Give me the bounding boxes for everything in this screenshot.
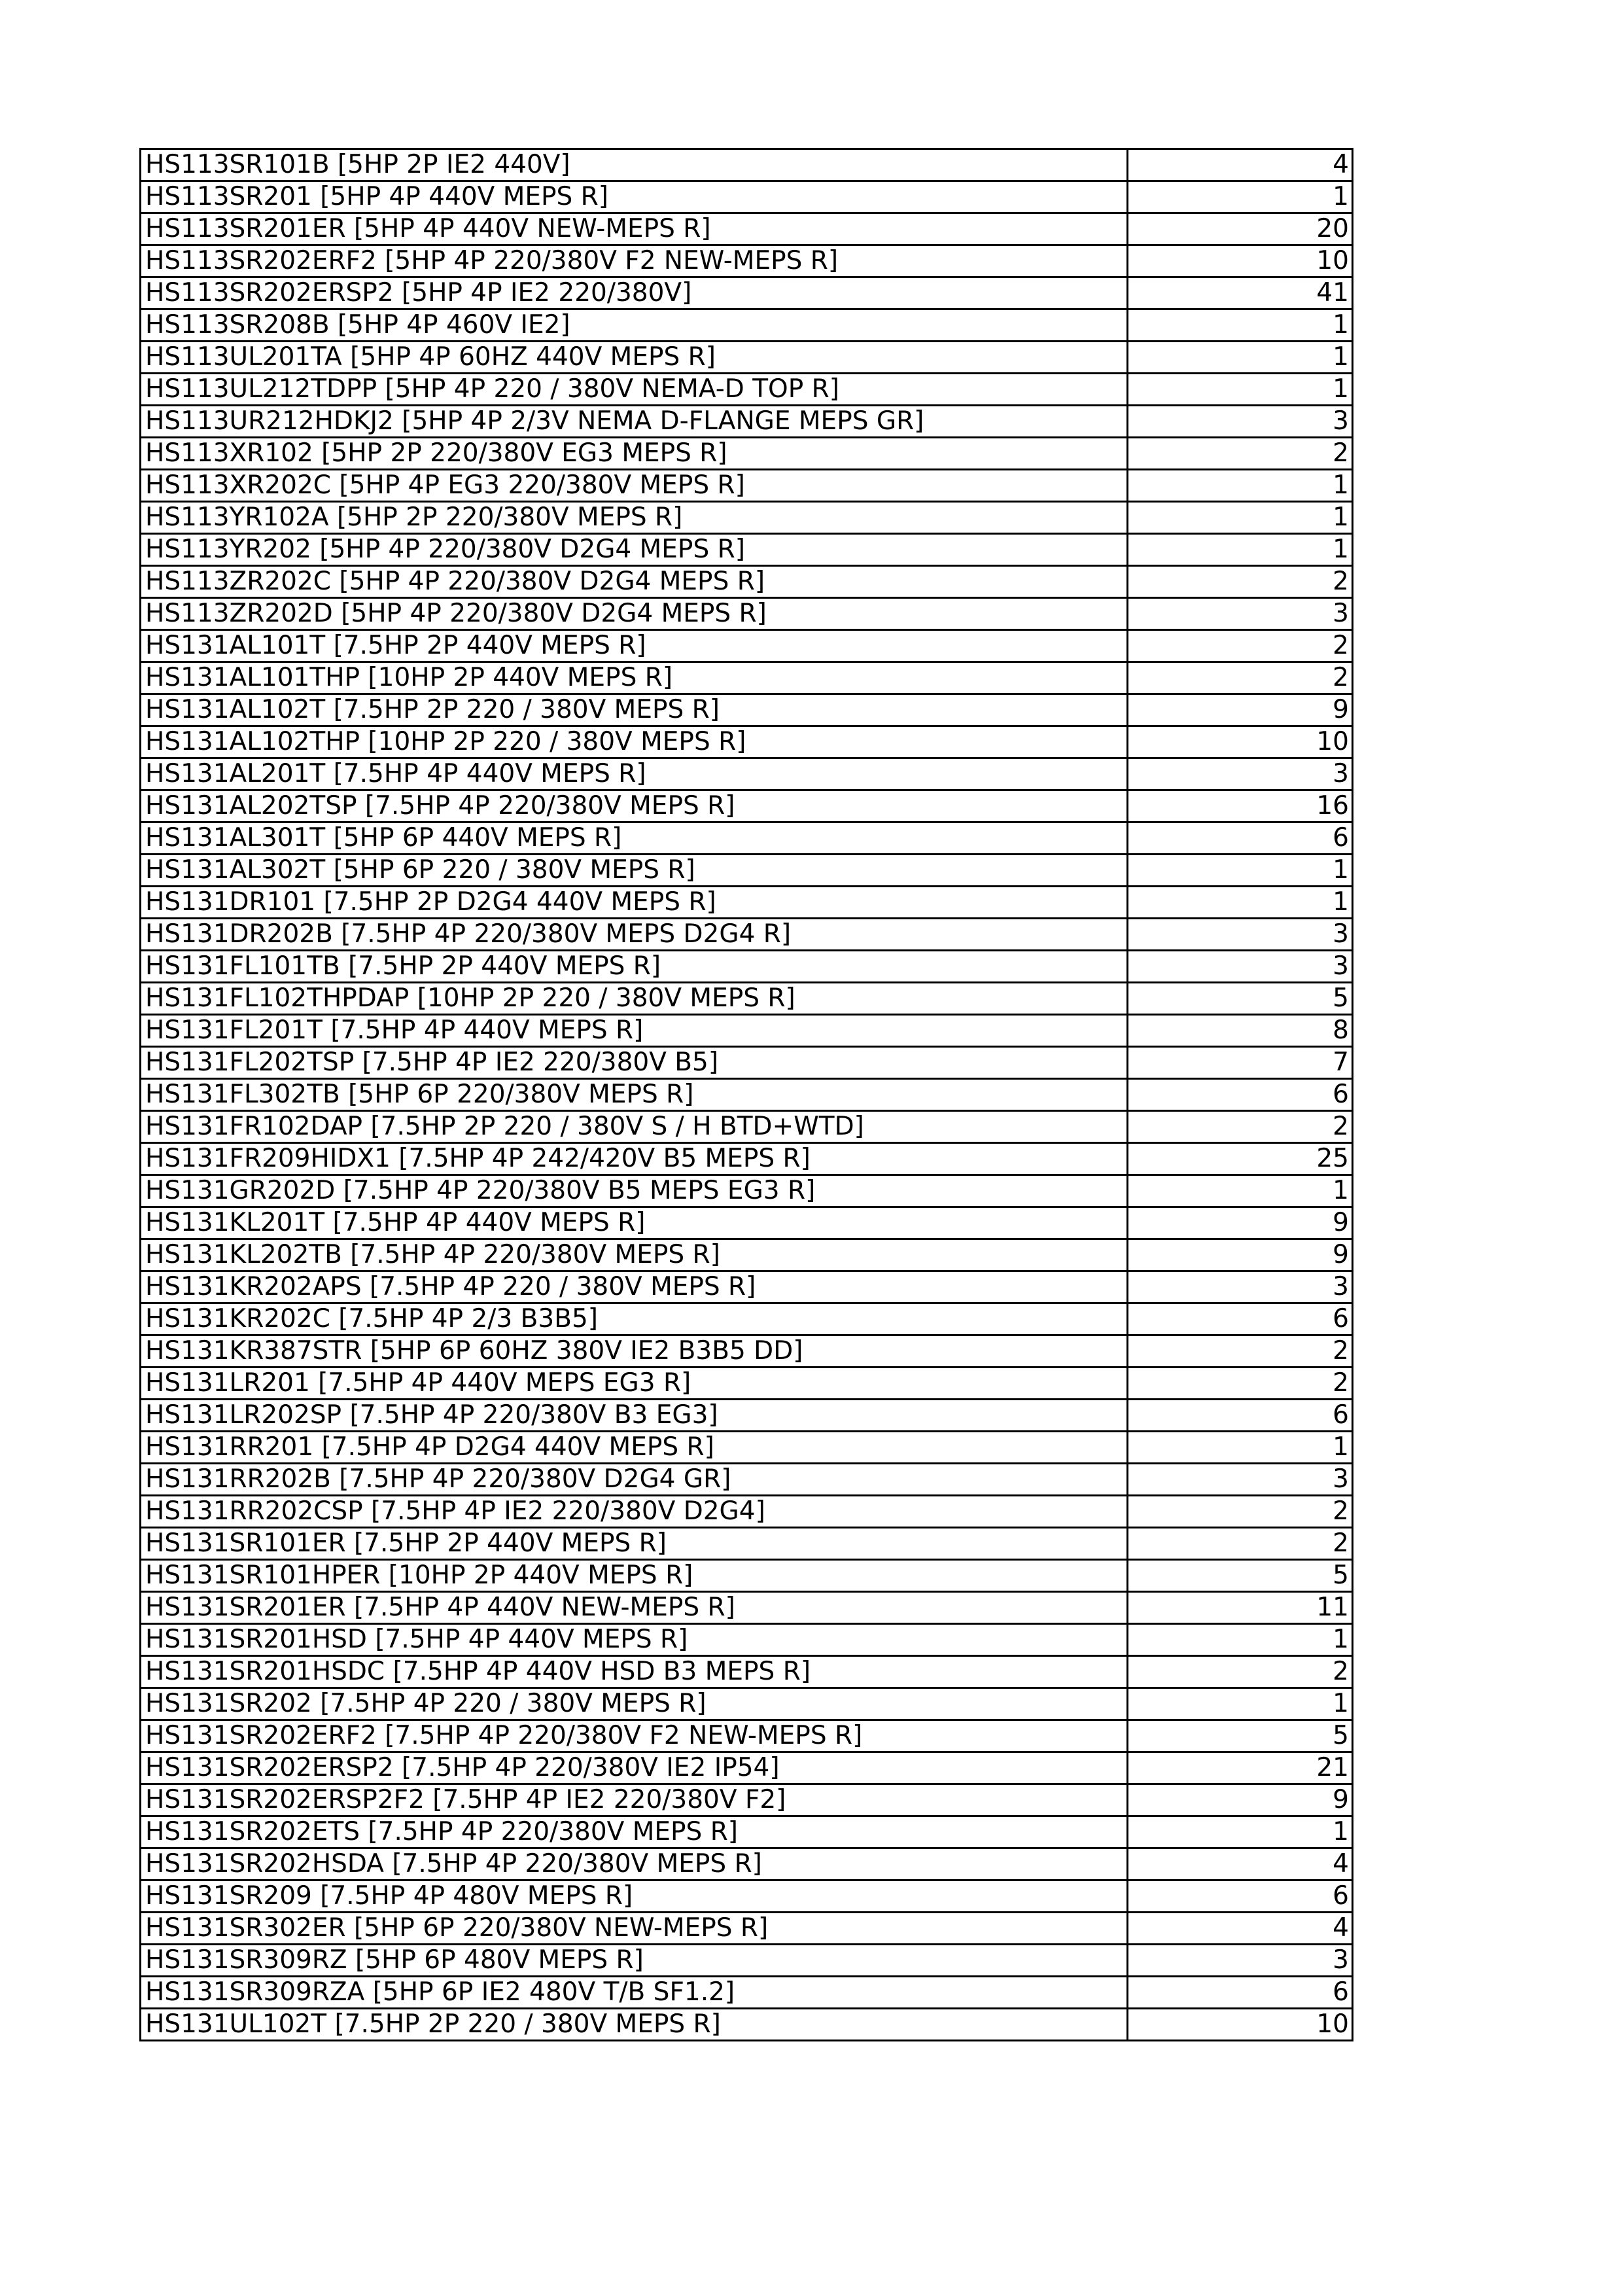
item-description-cell: HS131GR202D [7.5HP 4P 220/380V B5 MEPS EG3 R] — [141, 1175, 1128, 1207]
quantity-cell: 1 — [1128, 1432, 1353, 1464]
quantity-cell: 10 — [1128, 245, 1353, 277]
table-row — [141, 726, 1353, 758]
item-description-cell: HS113UL212TDPP [5HP 4P 220 / 380V NEMA-D TOP R] — [141, 374, 1128, 406]
table-row — [141, 309, 1353, 342]
item-description-cell: HS131FL102THPDAP [10HP 2P 220 / 380V MEPS R] — [141, 983, 1128, 1015]
item-description-cell: HS131AL102T [7.5HP 2P 220 / 380V MEPS R] — [141, 694, 1128, 726]
table-row — [141, 662, 1353, 694]
item-description-cell: HS113SR201 [5HP 4P 440V MEPS R] — [141, 181, 1128, 213]
item-description-cell: HS113XR102 [5HP 2P 220/380V EG3 MEPS R] — [141, 438, 1128, 470]
table-row — [141, 149, 1353, 181]
table-row — [141, 1560, 1353, 1592]
quantity-cell: 25 — [1128, 1143, 1353, 1175]
table-row — [141, 1913, 1353, 1945]
table-row — [141, 374, 1353, 406]
item-description-cell: HS131KL201T [7.5HP 4P 440V MEPS R] — [141, 1207, 1128, 1239]
item-description-cell: HS131RR202CSP [7.5HP 4P IE2 220/380V D2G4] — [141, 1496, 1128, 1528]
table-row — [141, 1720, 1353, 1752]
table-row — [141, 1688, 1353, 1720]
table-row — [141, 887, 1353, 919]
table-row — [141, 919, 1353, 951]
item-description-cell: HS131SR101HPER [10HP 2P 440V MEPS R] — [141, 1560, 1128, 1592]
table-row — [141, 406, 1353, 438]
table-row — [141, 1143, 1353, 1175]
quantity-cell: 2 — [1128, 1496, 1353, 1528]
table-row — [141, 1207, 1353, 1239]
table-row — [141, 1400, 1353, 1432]
item-description-cell: HS131SR201HSD [7.5HP 4P 440V MEPS R] — [141, 1624, 1128, 1656]
item-description-cell: HS131KR202APS [7.5HP 4P 220 / 380V MEPS R] — [141, 1271, 1128, 1303]
item-description-cell: HS131FL202TSP [7.5HP 4P IE2 220/380V B5] — [141, 1047, 1128, 1079]
quantity-cell: 6 — [1128, 1079, 1353, 1111]
table-row — [141, 822, 1353, 855]
quantity-cell: 1 — [1128, 470, 1353, 502]
item-description-cell: HS131KR387STR [5HP 6P 60HZ 380V IE2 B3B5 DD] — [141, 1335, 1128, 1368]
item-description-cell: HS113YR202 [5HP 4P 220/380V D2G4 MEPS R] — [141, 534, 1128, 566]
item-description-cell: HS113UL201TA [5HP 4P 60HZ 440V MEPS R] — [141, 342, 1128, 374]
item-description-cell: HS131SR209 [7.5HP 4P 480V MEPS R] — [141, 1881, 1128, 1913]
quantity-cell: 6 — [1128, 1977, 1353, 2009]
quantity-cell: 1 — [1128, 1175, 1353, 1207]
item-description-cell: HS131DR101 [7.5HP 2P D2G4 440V MEPS R] — [141, 887, 1128, 919]
item-description-cell: HS113SR208B [5HP 4P 460V IE2] — [141, 309, 1128, 342]
item-description-cell: HS131LR201 [7.5HP 4P 440V MEPS EG3 R] — [141, 1368, 1128, 1400]
quantity-cell: 16 — [1128, 790, 1353, 822]
table-row — [141, 630, 1353, 662]
table-row — [141, 470, 1353, 502]
table-row — [141, 758, 1353, 790]
quantity-cell: 6 — [1128, 822, 1353, 855]
quantity-cell: 10 — [1128, 726, 1353, 758]
item-description-cell: HS113ZR202C [5HP 4P 220/380V D2G4 MEPS R] — [141, 566, 1128, 598]
table-row — [141, 1977, 1353, 2009]
table-row — [141, 438, 1353, 470]
quantity-cell: 1 — [1128, 342, 1353, 374]
item-description-cell: HS131SR202ERSP2 [7.5HP 4P 220/380V IE2 IP54] — [141, 1752, 1128, 1784]
table-row — [141, 1335, 1353, 1368]
item-description-cell: HS131FL101TB [7.5HP 2P 440V MEPS R] — [141, 951, 1128, 983]
item-description-cell: HS131AL101THP [10HP 2P 440V MEPS R] — [141, 662, 1128, 694]
table-row — [141, 1752, 1353, 1784]
table-row — [141, 566, 1353, 598]
quantity-cell: 3 — [1128, 406, 1353, 438]
quantity-cell: 1 — [1128, 1816, 1353, 1848]
table-row — [141, 245, 1353, 277]
quantity-cell: 1 — [1128, 534, 1353, 566]
item-description-cell: HS131UL102T [7.5HP 2P 220 / 380V MEPS R] — [141, 2009, 1128, 2041]
item-description-cell: HS113SR202ERSP2 [5HP 4P IE2 220/380V] — [141, 277, 1128, 309]
quantity-cell: 2 — [1128, 1335, 1353, 1368]
quantity-cell: 20 — [1128, 213, 1353, 245]
table-row — [141, 1303, 1353, 1335]
quantity-cell: 41 — [1128, 277, 1353, 309]
item-description-cell: HS131SR309RZA [5HP 6P IE2 480V T/B SF1.2] — [141, 1977, 1128, 2009]
quantity-cell: 3 — [1128, 951, 1353, 983]
item-description-cell: HS113SR202ERF2 [5HP 4P 220/380V F2 NEW-MEPS R] — [141, 245, 1128, 277]
quantity-cell: 10 — [1128, 2009, 1353, 2041]
item-description-cell: HS131SR202ETS [7.5HP 4P 220/380V MEPS R] — [141, 1816, 1128, 1848]
item-description-cell: HS131RR201 [7.5HP 4P D2G4 440V MEPS R] — [141, 1432, 1128, 1464]
quantity-cell: 1 — [1128, 887, 1353, 919]
quantity-cell: 3 — [1128, 919, 1353, 951]
quantity-cell: 4 — [1128, 1913, 1353, 1945]
item-description-cell: HS131FR102DAP [7.5HP 2P 220 / 380V S / H BTD+WTD] — [141, 1111, 1128, 1143]
quantity-cell: 2 — [1128, 662, 1353, 694]
quantity-cell: 11 — [1128, 1592, 1353, 1624]
table-row — [141, 1592, 1353, 1624]
table-row — [141, 1528, 1353, 1560]
item-description-cell: HS131SR302ER [5HP 6P 220/380V NEW-MEPS R] — [141, 1913, 1128, 1945]
item-description-cell: HS131KL202TB [7.5HP 4P 220/380V MEPS R] — [141, 1239, 1128, 1271]
item-description-cell: HS131FL201T [7.5HP 4P 440V MEPS R] — [141, 1015, 1128, 1047]
quantity-cell: 1 — [1128, 309, 1353, 342]
table-row — [141, 502, 1353, 534]
item-description-cell: HS131FR209HIDX1 [7.5HP 4P 242/420V B5 MEPS R] — [141, 1143, 1128, 1175]
item-description-cell: HS131SR101ER [7.5HP 2P 440V MEPS R] — [141, 1528, 1128, 1560]
table-row — [141, 1015, 1353, 1047]
quantity-cell: 3 — [1128, 758, 1353, 790]
table-row — [141, 213, 1353, 245]
item-description-cell: HS131SR202ERF2 [7.5HP 4P 220/380V F2 NEW-MEPS R] — [141, 1720, 1128, 1752]
table-row — [141, 1271, 1353, 1303]
quantity-cell: 1 — [1128, 181, 1353, 213]
table-row — [141, 1464, 1353, 1496]
item-description-cell: HS131DR202B [7.5HP 4P 220/380V MEPS D2G4 R] — [141, 919, 1128, 951]
table-row — [141, 694, 1353, 726]
item-description-cell: HS131SR202ERSP2F2 [7.5HP 4P IE2 220/380V F2] — [141, 1784, 1128, 1816]
quantity-cell: 21 — [1128, 1752, 1353, 1784]
table-row — [141, 342, 1353, 374]
quantity-cell: 8 — [1128, 1015, 1353, 1047]
item-description-cell: HS131AL201T [7.5HP 4P 440V MEPS R] — [141, 758, 1128, 790]
quantity-cell: 6 — [1128, 1400, 1353, 1432]
quantity-cell: 3 — [1128, 1945, 1353, 1977]
table-row — [141, 1848, 1353, 1881]
quantity-cell: 5 — [1128, 1560, 1353, 1592]
inventory-table — [139, 148, 1353, 2041]
item-description-cell: HS131SR202HSDA [7.5HP 4P 220/380V MEPS R] — [141, 1848, 1128, 1881]
table-row — [141, 1111, 1353, 1143]
item-description-cell: HS131AL302T [5HP 6P 220 / 380V MEPS R] — [141, 855, 1128, 887]
quantity-cell: 4 — [1128, 149, 1353, 181]
item-description-cell: HS131SR309RZ [5HP 6P 480V MEPS R] — [141, 1945, 1128, 1977]
quantity-cell: 9 — [1128, 1239, 1353, 1271]
item-description-cell: HS113SR201ER [5HP 4P 440V NEW-MEPS R] — [141, 213, 1128, 245]
item-description-cell: HS131AL202TSP [7.5HP 4P 220/380V MEPS R] — [141, 790, 1128, 822]
table-row — [141, 790, 1353, 822]
item-description-cell: HS131AL101T [7.5HP 2P 440V MEPS R] — [141, 630, 1128, 662]
table-row — [141, 1496, 1353, 1528]
table-row — [141, 598, 1353, 630]
item-description-cell: HS131SR201ER [7.5HP 4P 440V NEW-MEPS R] — [141, 1592, 1128, 1624]
table-row — [141, 983, 1353, 1015]
quantity-cell: 3 — [1128, 1464, 1353, 1496]
inventory-table-body — [141, 149, 1353, 2041]
item-description-cell: HS131SR201HSDC [7.5HP 4P 440V HSD B3 MEPS R] — [141, 1656, 1128, 1688]
quantity-cell: 5 — [1128, 1720, 1353, 1752]
quantity-cell: 2 — [1128, 566, 1353, 598]
table-row — [141, 1624, 1353, 1656]
item-description-cell: HS131SR202 [7.5HP 4P 220 / 380V MEPS R] — [141, 1688, 1128, 1720]
item-description-cell: HS113SR101B [5HP 2P IE2 440V] — [141, 149, 1128, 181]
quantity-cell: 2 — [1128, 438, 1353, 470]
quantity-cell: 2 — [1128, 1111, 1353, 1143]
table-row — [141, 2009, 1353, 2041]
table-row — [141, 951, 1353, 983]
quantity-cell: 9 — [1128, 1207, 1353, 1239]
item-description-cell: HS131FL302TB [5HP 6P 220/380V MEPS R] — [141, 1079, 1128, 1111]
quantity-cell: 3 — [1128, 598, 1353, 630]
quantity-cell: 1 — [1128, 1688, 1353, 1720]
quantity-cell: 1 — [1128, 374, 1353, 406]
table-row — [141, 277, 1353, 309]
item-description-cell: HS131KR202C [7.5HP 4P 2/3 B3B5] — [141, 1303, 1128, 1335]
table-row — [141, 1079, 1353, 1111]
item-description-cell: HS131AL301T [5HP 6P 440V MEPS R] — [141, 822, 1128, 855]
quantity-cell: 1 — [1128, 502, 1353, 534]
table-row — [141, 1784, 1353, 1816]
quantity-cell: 2 — [1128, 1368, 1353, 1400]
quantity-cell: 4 — [1128, 1848, 1353, 1881]
item-description-cell: HS131AL102THP [10HP 2P 220 / 380V MEPS R] — [141, 726, 1128, 758]
table-row — [141, 1656, 1353, 1688]
table-row — [141, 1881, 1353, 1913]
quantity-cell: 6 — [1128, 1881, 1353, 1913]
table-row — [141, 1945, 1353, 1977]
item-description-cell: HS113XR202C [5HP 4P EG3 220/380V MEPS R] — [141, 470, 1128, 502]
table-row — [141, 1239, 1353, 1271]
quantity-cell: 6 — [1128, 1303, 1353, 1335]
table-row — [141, 181, 1353, 213]
item-description-cell: HS113UR212HDKJ2 [5HP 4P 2/3V NEMA D-FLANGE MEPS GR] — [141, 406, 1128, 438]
quantity-cell: 2 — [1128, 1656, 1353, 1688]
quantity-cell: 2 — [1128, 1528, 1353, 1560]
quantity-cell: 1 — [1128, 1624, 1353, 1656]
table-row — [141, 534, 1353, 566]
table-row — [141, 1175, 1353, 1207]
quantity-cell: 5 — [1128, 983, 1353, 1015]
quantity-cell: 9 — [1128, 1784, 1353, 1816]
table-row — [141, 1816, 1353, 1848]
item-description-cell: HS113YR102A [5HP 2P 220/380V MEPS R] — [141, 502, 1128, 534]
quantity-cell: 1 — [1128, 855, 1353, 887]
quantity-cell: 9 — [1128, 694, 1353, 726]
item-description-cell: HS131RR202B [7.5HP 4P 220/380V D2G4 GR] — [141, 1464, 1128, 1496]
table-row — [141, 1432, 1353, 1464]
table-row — [141, 855, 1353, 887]
quantity-cell: 7 — [1128, 1047, 1353, 1079]
table-row — [141, 1047, 1353, 1079]
quantity-cell: 3 — [1128, 1271, 1353, 1303]
table-row — [141, 1368, 1353, 1400]
item-description-cell: HS113ZR202D [5HP 4P 220/380V D2G4 MEPS R] — [141, 598, 1128, 630]
quantity-cell: 2 — [1128, 630, 1353, 662]
item-description-cell: HS131LR202SP [7.5HP 4P 220/380V B3 EG3] — [141, 1400, 1128, 1432]
